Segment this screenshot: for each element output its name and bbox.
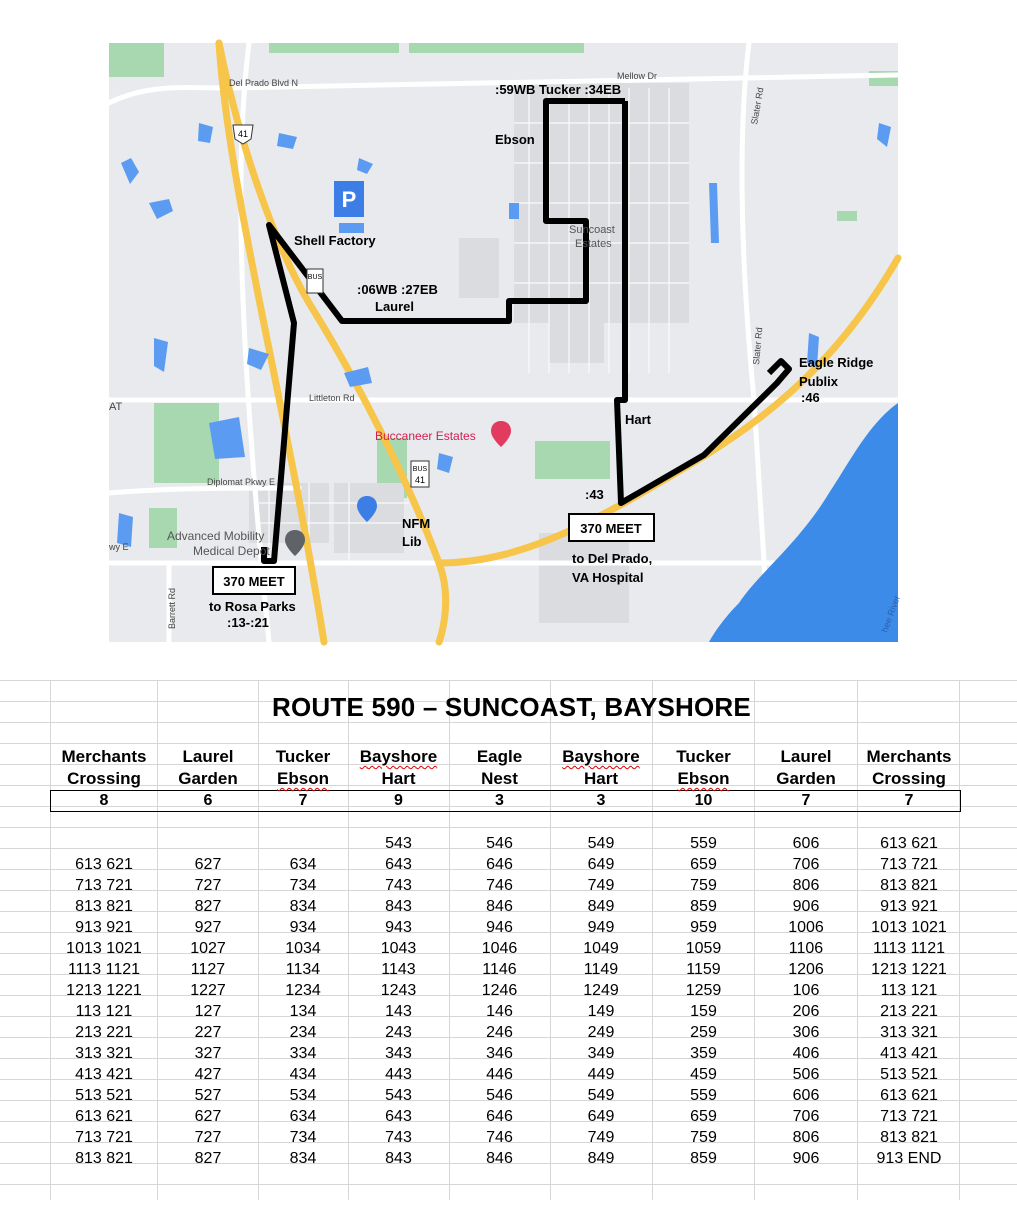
- table-cell: 1049: [583, 940, 619, 957]
- table-cell: 127: [194, 1003, 222, 1020]
- table-cell: 206: [792, 1003, 820, 1020]
- table-cell: 946: [486, 919, 513, 936]
- table-cell: 843: [385, 898, 412, 915]
- table-cell: 1034: [285, 940, 321, 957]
- bus-shield-upper: [307, 269, 323, 293]
- table-cell: 743: [385, 877, 412, 894]
- table-cell: 813 821: [75, 898, 133, 915]
- table-cell: 559: [690, 835, 717, 852]
- grid-col-line: [754, 680, 755, 1200]
- hart-label: Hart: [625, 412, 652, 427]
- road-label-littleton: Littleton Rd: [309, 393, 355, 403]
- table-cell: 559: [690, 1087, 717, 1104]
- route-map: [109, 43, 903, 642]
- table-cell: 813 821: [75, 1150, 133, 1167]
- table-cell: 759: [690, 1129, 717, 1146]
- table-cell: 613 621: [880, 835, 938, 852]
- table-cell: 1227: [190, 982, 226, 999]
- table-cell: 549: [587, 835, 615, 852]
- table-cell: 713 721: [880, 856, 938, 873]
- table-cell: 743: [385, 1129, 412, 1146]
- svg-text:P: P: [341, 187, 357, 212]
- table-cell: 1243: [380, 982, 417, 999]
- table-cell: 134: [289, 1003, 317, 1020]
- table-cell: 306: [792, 1024, 820, 1041]
- table-cell: 834: [289, 1150, 317, 1167]
- table-cell: 727: [194, 877, 222, 894]
- table-cell: 549: [587, 1087, 615, 1104]
- eagle-ridge-label: Eagle Ridge: [799, 355, 874, 370]
- table-cell: 459: [690, 1066, 717, 1083]
- table-cell: 827: [194, 898, 222, 915]
- table-cell: 749: [587, 877, 615, 894]
- column-header-line2: Crossing: [67, 769, 141, 788]
- table-cell: 913 921: [75, 919, 133, 936]
- table-cell: 1149: [583, 961, 619, 978]
- meet-box-left: [213, 567, 295, 594]
- road-label-slater-top: Slater Rd: [749, 86, 766, 126]
- table-cell: 243: [385, 1024, 412, 1041]
- va-hospital-label: VA Hospital: [572, 570, 644, 585]
- table-cell: 513 521: [75, 1087, 133, 1104]
- table-cell: 213 221: [880, 1003, 938, 1020]
- table-cell: 234: [289, 1024, 317, 1041]
- table-cell: 634: [289, 856, 317, 873]
- table-cell: 649: [587, 856, 615, 873]
- table-cell: 1206: [788, 961, 824, 978]
- table-cell: 413 421: [75, 1066, 133, 1083]
- table-cell: 1013 1021: [66, 940, 142, 957]
- table-cell: 1113 1121: [67, 961, 141, 978]
- grid-col-line: [50, 680, 51, 1200]
- column-header-line1: Eagle: [476, 747, 523, 766]
- table-cell: 359: [690, 1045, 717, 1062]
- table-cell: 913 END: [876, 1150, 942, 1167]
- table-cell: 434: [289, 1066, 317, 1083]
- table-cell: 149: [587, 1003, 615, 1020]
- table-cell: 734: [289, 1129, 317, 1146]
- table-cell: 246: [486, 1024, 513, 1041]
- table-cell: 806: [792, 1129, 820, 1146]
- column-header-line1: Merchants: [61, 747, 147, 766]
- table-cell: 706: [792, 1108, 820, 1125]
- table-cell: 659: [690, 856, 717, 873]
- table-cell: 734: [289, 877, 317, 894]
- laurel-time-label: :06WB :27EB: [357, 282, 438, 297]
- table-cell: 613 621: [880, 1087, 938, 1104]
- table-cell: 846: [486, 1150, 513, 1167]
- table-cell: 646: [486, 856, 513, 873]
- table-cell: 1059: [685, 940, 722, 957]
- trip-count: 7: [298, 792, 308, 809]
- parking-icon: [334, 181, 364, 217]
- table-cell: 227: [194, 1024, 222, 1041]
- table-cell: 334: [289, 1045, 317, 1062]
- table-cell: 259: [690, 1024, 717, 1041]
- table-cell: 346: [486, 1045, 513, 1062]
- table-cell: 913 921: [880, 898, 938, 915]
- place-label-advanced-1: Advanced Mobility: [167, 529, 265, 543]
- table-cell: 446: [486, 1066, 513, 1083]
- table-cell: 713 721: [75, 1129, 133, 1146]
- table-cell: 313 321: [75, 1045, 133, 1062]
- trip-count: 8: [99, 792, 109, 809]
- table-cell: 1249: [583, 982, 619, 999]
- column-header-line1: Laurel: [780, 747, 832, 766]
- place-label-buccaneer: Buccaneer Estates: [375, 429, 476, 443]
- table-cell: 406: [792, 1045, 820, 1062]
- table-cell: 827: [194, 1150, 222, 1167]
- place-label-estates: Estates: [575, 238, 612, 250]
- grid-col-line: [157, 680, 158, 1200]
- table-cell: 1213 1221: [66, 982, 142, 999]
- grid-row-line: [0, 827, 1017, 828]
- table-cell: 606: [792, 1087, 820, 1104]
- grid-row-line: [0, 680, 1017, 681]
- table-cell: 159: [690, 1003, 717, 1020]
- place-label-advanced-2: Medical Depot: [193, 544, 270, 558]
- table-cell: 543: [385, 835, 412, 852]
- table-cell: [259, 833, 347, 854]
- table-cell: 846: [486, 898, 513, 915]
- svg-text:41: 41: [414, 475, 426, 485]
- trip-count: 3: [495, 792, 504, 809]
- road-label-del-prado: Del Prado Blvd N: [229, 78, 299, 88]
- table-cell: 1043: [380, 940, 417, 957]
- trip-count: 10: [694, 792, 713, 809]
- table-cell: 849: [587, 898, 615, 915]
- table-cell: 806: [792, 877, 820, 894]
- river-label: hee River: [879, 594, 903, 634]
- table-cell: 1146: [482, 961, 517, 978]
- table-cell: 1134: [285, 961, 321, 978]
- table-cell: 859: [690, 1150, 717, 1167]
- table-cell: 1113 1121: [872, 940, 946, 957]
- table-cell: 1246: [481, 982, 518, 999]
- table-cell: 343: [385, 1045, 412, 1062]
- table-cell: 1046: [481, 940, 518, 957]
- table-cell: [52, 833, 156, 854]
- table-cell: 746: [486, 877, 513, 894]
- table-cell: 443: [385, 1066, 412, 1083]
- laurel-label: Laurel: [375, 299, 415, 314]
- svg-text:BUS: BUS: [307, 274, 323, 281]
- table-cell: 327: [194, 1045, 222, 1062]
- trip-count: 7: [904, 792, 914, 809]
- table-cell: 649: [587, 1108, 615, 1125]
- table-cell: 646: [486, 1108, 513, 1125]
- table-cell: 613 621: [75, 856, 133, 873]
- table-cell: 1159: [686, 961, 721, 978]
- table-cell: 1127: [190, 961, 226, 978]
- table-cell: 1259: [685, 982, 722, 999]
- svg-text:BUS: BUS: [412, 466, 428, 473]
- table-cell: 543: [385, 1087, 412, 1104]
- table-cell: 506: [792, 1066, 820, 1083]
- table-cell: 749: [587, 1129, 615, 1146]
- trip-count: 3: [596, 792, 606, 809]
- road-label-pkwy-e: wy E: [109, 542, 129, 552]
- table-cell: 843: [385, 1150, 412, 1167]
- column-header-line2: Hart: [381, 769, 416, 788]
- trip-count: 6: [203, 792, 213, 809]
- table-cell: 1006: [788, 919, 824, 936]
- column-header-line1: Bayshore: [562, 747, 640, 766]
- road-label-slater-mid: Slater Rd: [751, 326, 765, 366]
- table-cell: 146: [486, 1003, 513, 1020]
- column-header-line1: Tucker: [676, 747, 731, 766]
- table-cell: 413 421: [880, 1045, 938, 1062]
- svg-text:370 MEET: 370 MEET: [580, 521, 642, 536]
- trip-count: 7: [801, 792, 811, 809]
- table-cell: 513 521: [880, 1066, 938, 1083]
- column-header-line2: Ebson: [277, 769, 329, 788]
- column-header-line1: Bayshore: [359, 747, 438, 766]
- table-cell: 1213 1221: [871, 961, 947, 978]
- table-cell: [159, 833, 257, 854]
- table-cell: 927: [194, 919, 222, 936]
- table-cell: 546: [486, 835, 513, 852]
- place-label-suncoast: Suncoast: [569, 224, 615, 236]
- table-cell: 659: [690, 1108, 717, 1125]
- time-43-label: :43: [585, 487, 604, 502]
- table-cell: 813 821: [880, 1129, 938, 1146]
- column-header-line2: Garden: [776, 769, 836, 788]
- table-cell: 349: [587, 1045, 615, 1062]
- publix-label: Publix: [799, 374, 839, 389]
- table-cell: 706: [792, 856, 820, 873]
- table-cell: 427: [194, 1066, 222, 1083]
- table-cell: 106: [792, 982, 820, 999]
- table-cell: 713 721: [75, 877, 133, 894]
- column-header-line2: Ebson: [677, 769, 730, 788]
- grid-row-line: [0, 743, 1017, 744]
- table-cell: 906: [792, 1150, 820, 1167]
- table-cell: 1106: [788, 940, 824, 957]
- table-cell: 113 121: [880, 982, 938, 999]
- table-cell: 313 321: [880, 1024, 938, 1041]
- table-cell: 613 621: [75, 1108, 133, 1125]
- tucker-time-label: :59WB Tucker :34EB: [495, 82, 622, 97]
- column-header-line1: Merchants: [866, 747, 952, 766]
- table-cell: 906: [792, 898, 820, 915]
- map-edge-label: AT: [109, 401, 123, 413]
- table-cell: 643: [385, 856, 412, 873]
- column-header-line2: Crossing: [872, 769, 946, 788]
- table-cell: 546: [486, 1087, 513, 1104]
- meet-box-right: [569, 514, 654, 541]
- table-cell: 449: [587, 1066, 615, 1083]
- table-cell: 643: [385, 1108, 412, 1125]
- table-cell: 813 821: [880, 877, 938, 894]
- table-cell: 627: [194, 856, 222, 873]
- table-cell: 934: [289, 919, 317, 936]
- bus41-shield: [411, 461, 429, 487]
- table-cell: 249: [587, 1024, 615, 1041]
- to-del-prado-label: to Del Prado,: [572, 551, 653, 566]
- table-cell: 943: [385, 919, 412, 936]
- table-cell: 1013 1021: [871, 919, 947, 936]
- ebson-label: Ebson: [495, 132, 535, 147]
- grid-row-line: [0, 1184, 1017, 1185]
- trip-count: 9: [394, 792, 403, 809]
- svg-text:41: 41: [237, 129, 249, 139]
- table-cell: 1234: [285, 982, 321, 999]
- lib-label: Lib: [402, 534, 422, 549]
- nfm-label: NFM: [402, 516, 431, 531]
- table-cell: 746: [486, 1129, 513, 1146]
- table-cell: 1143: [381, 961, 416, 978]
- table-cell: 949: [587, 919, 615, 936]
- svg-text:370 MEET: 370 MEET: [223, 574, 285, 589]
- table-cell: 634: [289, 1108, 317, 1125]
- column-header-line2: Garden: [178, 769, 238, 788]
- table-cell: 534: [289, 1087, 317, 1104]
- road-label-mellow: Mellow Dr: [617, 71, 658, 81]
- table-cell: 834: [289, 898, 317, 915]
- column-header-line1: Laurel: [182, 747, 234, 766]
- road-label-barrett: Barrett Rd: [167, 587, 177, 629]
- table-cell: 713 721: [880, 1108, 938, 1125]
- table-cell: 527: [194, 1087, 222, 1104]
- table-cell: 113 121: [75, 1003, 133, 1020]
- table-cell: 143: [385, 1003, 412, 1020]
- column-header-line2: Hart: [583, 769, 618, 788]
- table-cell: 959: [690, 919, 717, 936]
- table-cell: 606: [792, 835, 820, 852]
- table-cell: 759: [690, 877, 717, 894]
- column-header-line1: Tucker: [275, 747, 331, 766]
- table-cell: 849: [587, 1150, 615, 1167]
- rosa-time-label: :13-:21: [227, 615, 269, 630]
- road-label-diplomat: Diplomat Pkwy E: [207, 477, 276, 487]
- schedule-title: ROUTE 590 – SUNCOAST, BAYSHORE: [272, 692, 751, 722]
- table-cell: 727: [194, 1129, 222, 1146]
- table-cell: 1027: [190, 940, 226, 957]
- table-cell: 627: [194, 1108, 222, 1125]
- to-rosa-parks-label: to Rosa Parks: [209, 599, 296, 614]
- shell-factory-label: Shell Factory: [294, 233, 376, 248]
- eagle-time-label: :46: [801, 390, 820, 405]
- table-cell: 859: [690, 898, 717, 915]
- table-cell: 213 221: [75, 1024, 133, 1041]
- column-header-line2: Nest: [481, 769, 518, 788]
